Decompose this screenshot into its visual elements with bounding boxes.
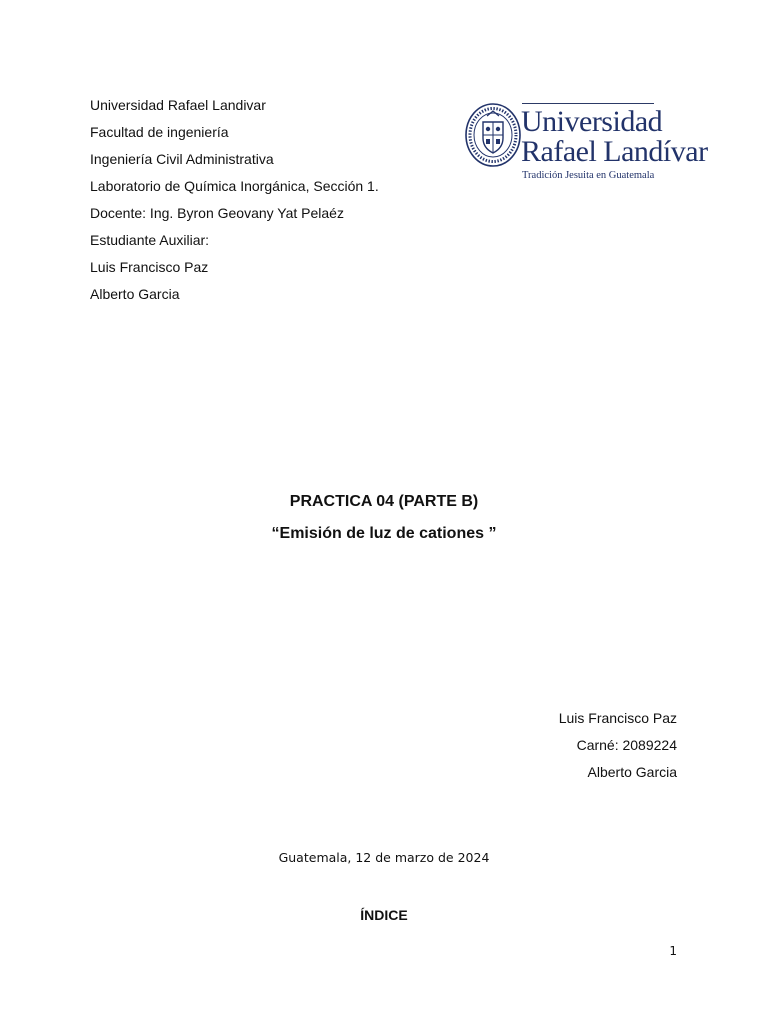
program-name: Ingeniería Civil Administrativa bbox=[90, 151, 274, 167]
assistant-name-2: Alberto Garcia bbox=[90, 286, 180, 302]
instructor-name: Docente: Ing. Byron Geovany Yat Pelaéz bbox=[90, 205, 344, 221]
document-title: PRACTICA 04 (PARTE B) bbox=[289, 493, 479, 510]
university-logo bbox=[464, 102, 708, 182]
document-subtitle: “Emisión de luz de cationes ” bbox=[271, 525, 497, 542]
document-date: Guatemala, 12 de marzo de 2024 bbox=[278, 850, 490, 865]
university-seal-icon bbox=[464, 102, 526, 168]
assistant-name-1: Luis Francisco Paz bbox=[90, 259, 209, 275]
logo-wordmark-line1: Universidad bbox=[521, 105, 663, 138]
author-name-2: Alberto Garcia bbox=[587, 764, 677, 780]
author-name-1: Luis Francisco Paz bbox=[558, 710, 677, 726]
course-name: Laboratorio de Química Inorgánica, Sección 1. bbox=[90, 178, 379, 194]
logo-top-rule bbox=[522, 103, 654, 104]
assistant-label: Estudiante Auxiliar: bbox=[90, 232, 210, 248]
index-heading: ÍNDICE bbox=[360, 907, 408, 923]
logo-tagline: Tradición Jesuita en Guatemala bbox=[522, 170, 655, 181]
header-info-block bbox=[90, 92, 470, 308]
logo-wordmark-line2: Rafael Landívar bbox=[521, 135, 708, 168]
authors-block bbox=[559, 705, 677, 786]
university-name: Universidad Rafael Landivar bbox=[90, 97, 266, 113]
faculty-name: Facultad de ingeniería bbox=[90, 124, 229, 140]
page-number: 1 bbox=[669, 944, 677, 958]
author-id: Carné: 2089224 bbox=[576, 737, 677, 753]
